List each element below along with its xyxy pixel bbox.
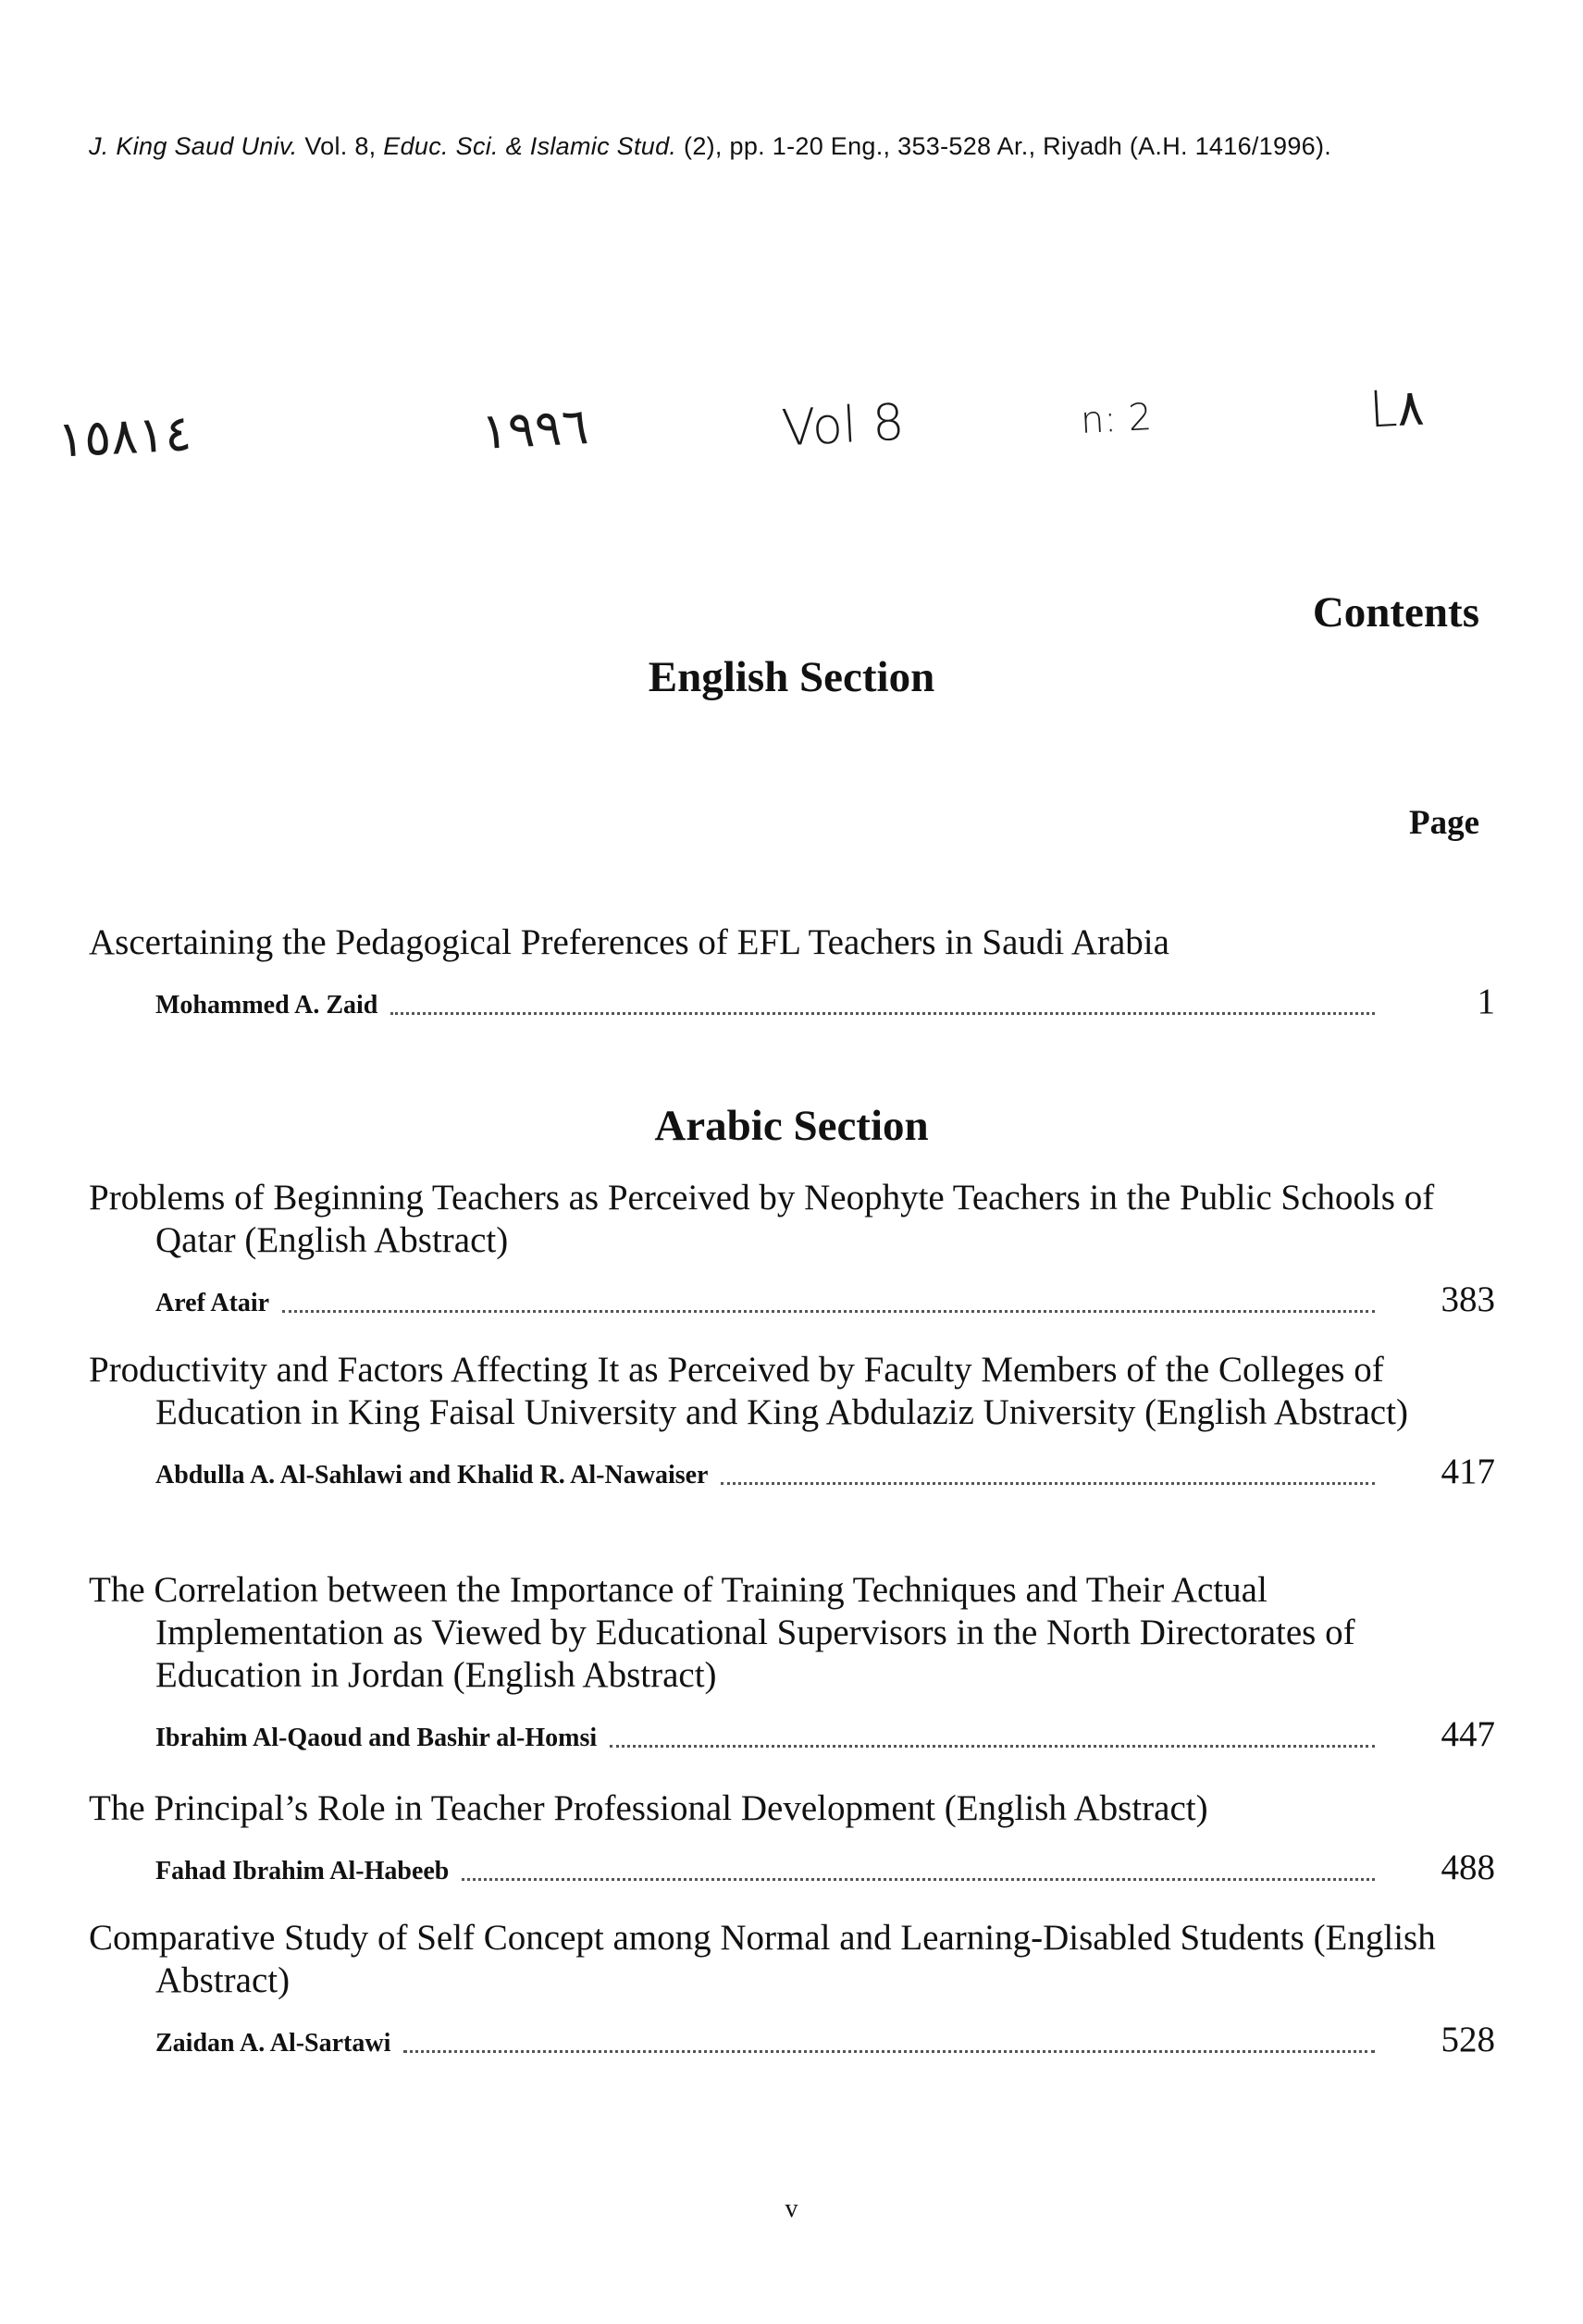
contents-title: Contents xyxy=(1312,588,1479,637)
article-page: 488 xyxy=(1441,1848,1495,1887)
toc-entry xyxy=(89,1349,1495,1492)
arabic-section-heading: Arabic Section xyxy=(654,1102,929,1150)
article-author: Ibrahim Al-Qaoud and Bashir al-Homsi xyxy=(155,1724,598,1752)
toc-entry xyxy=(89,921,1495,1022)
article-author: Fahad Ibrahim Al-Habeeb xyxy=(155,1857,450,1885)
toc-entry xyxy=(89,1177,1495,1320)
dot-leader xyxy=(390,1011,1375,1015)
article-author: Mohammed A. Zaid xyxy=(155,991,378,1020)
article-page: 528 xyxy=(1441,2020,1495,2059)
citation-header xyxy=(89,132,1495,161)
author-row xyxy=(89,981,1495,1022)
author-row xyxy=(89,1713,1495,1755)
handwritten-note: n: 2 xyxy=(1079,396,1154,442)
article-title: The Correlation between the Importance of Training Techniques and Their Actual Implementation as Viewed by Educational Supervisors in the North Directorates of Education in Jordan (English Abstract) xyxy=(89,1570,1355,1695)
article-title: The Principal’s Role in Teacher Professional Development (English Abstract) xyxy=(89,1788,1208,1828)
author-row xyxy=(89,1279,1495,1320)
dot-leader xyxy=(282,1309,1375,1313)
article-title: Ascertaining the Pedagogical Preferences of EFL Teachers in Saudi Arabia xyxy=(89,922,1169,962)
author-row xyxy=(89,1847,1495,1888)
author-row xyxy=(89,1451,1495,1492)
page-column-label: Page xyxy=(1408,804,1479,842)
dot-leader xyxy=(721,1481,1375,1485)
footer-page-number: v xyxy=(785,2194,798,2223)
article-page: 1 xyxy=(1477,982,1495,1021)
article-author: Zaidan A. Al-Sartawi xyxy=(155,2029,391,2058)
article-title: Comparative Study of Self Concept among Normal and Learning-Disabled Students (English Abstract) xyxy=(89,1918,1436,2000)
article-page: 447 xyxy=(1441,1714,1495,1754)
volume: Vol. 8, xyxy=(304,132,377,160)
article-author: Abdulla A. Al-Sahlawi and Khalid R. Al-Nawaiser xyxy=(155,1461,709,1490)
journal-field: Educ. Sci. & Islamic Stud. xyxy=(383,132,677,160)
article-author: Aref Atair xyxy=(155,1289,270,1317)
journal-name: J. King Saud Univ. xyxy=(89,132,298,160)
handwritten-note: ١٥٨١٤ xyxy=(56,403,193,469)
dot-leader xyxy=(403,2049,1375,2053)
handwritten-note: ١٩٩٦ xyxy=(479,397,590,461)
toc-entry xyxy=(89,1787,1495,1888)
handwritten-note: Vol 8 xyxy=(780,392,906,458)
issue-details: (2), pp. 1-20 Eng., 353-528 Ar., Riyadh (A.H. 1416/1996). xyxy=(684,132,1332,160)
article-page: 383 xyxy=(1441,1279,1495,1319)
english-section-heading: English Section xyxy=(648,653,935,701)
dot-leader xyxy=(462,1877,1375,1881)
article-title: Productivity and Factors Affecting It as Perceived by Faculty Members of the Colleges of Education in King Faisal University and King Abdulaziz University (English Abstract) xyxy=(89,1350,1408,1432)
toc-entry xyxy=(89,1917,1495,2060)
handwritten-note: L٨ xyxy=(1367,377,1426,439)
author-row xyxy=(89,2019,1495,2060)
toc-entry xyxy=(89,1569,1495,1755)
article-title: Problems of Beginning Teachers as Perceived by Neophyte Teachers in the Public Schools of Qatar (English Abstract) xyxy=(89,1178,1435,1260)
article-page: 417 xyxy=(1441,1452,1495,1491)
dot-leader xyxy=(610,1744,1375,1748)
